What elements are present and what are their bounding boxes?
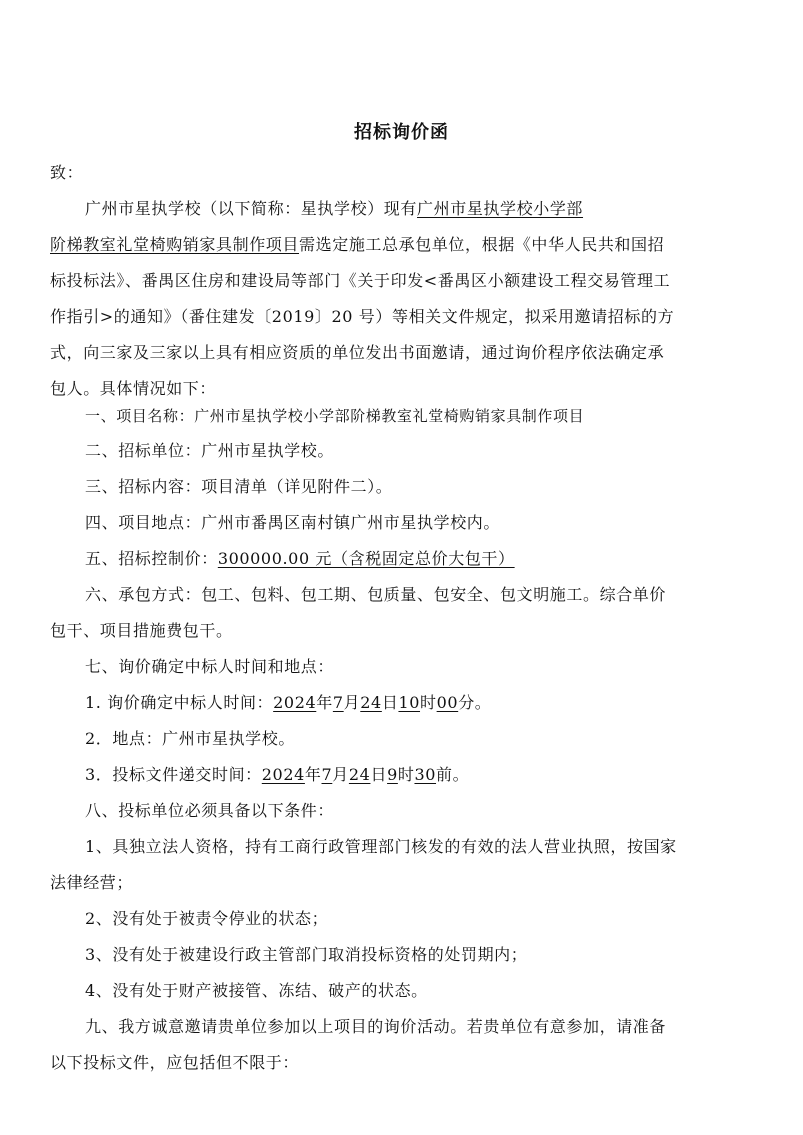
day-value: 24 bbox=[348, 765, 371, 784]
item-project-location: 四、项目地点：广州市番禺区南村镇广州市星执学校内。 bbox=[85, 513, 501, 532]
label: 3．投标文件递交时间： bbox=[85, 765, 262, 784]
hour-value: 9 bbox=[387, 765, 398, 784]
requirement-1-line-1: 1、具独立法人资格，持有工商行政管理部门核发的有效的法人营业执照，按国家 bbox=[85, 837, 677, 856]
intro-line-1 bbox=[85, 196, 583, 219]
unit: 年 bbox=[304, 765, 322, 784]
invitation-line-2: 以下投标文件，应包括但不限于： bbox=[50, 1053, 300, 1072]
unit: 日 bbox=[381, 693, 399, 712]
requirement-2: 2、没有处于被责令停业的状态； bbox=[85, 909, 329, 928]
item-tender-unit: 二、招标单位：广州市星执学校。 bbox=[85, 441, 335, 460]
invitation-line-1: 九、我方诚意邀请贵单位参加以上项目的询价活动。若贵单位有意参加，请准备 bbox=[85, 1017, 667, 1036]
item-tender-content: 三、招标内容：项目清单（详见附件二）。 bbox=[85, 477, 393, 496]
month-value: 7 bbox=[321, 765, 333, 784]
unit: 分。 bbox=[458, 693, 492, 712]
hour-value: 10 bbox=[398, 693, 421, 712]
document-title: 招标询价函 bbox=[354, 122, 449, 143]
label: 1. 询价确定中标人时间： bbox=[85, 693, 274, 712]
day-value: 24 bbox=[360, 693, 382, 712]
project-name-underlined: 阶梯教室礼堂椅购销家具制作项目 bbox=[50, 235, 300, 254]
unit: 月 bbox=[343, 693, 361, 712]
item-submission-time bbox=[85, 762, 469, 785]
minute-value: 00 bbox=[436, 693, 459, 712]
item-time-and-place-heading: 七、询价确定中标人时间和地点： bbox=[85, 657, 335, 676]
item-location: 2．地点：广州市星执学校。 bbox=[85, 729, 295, 748]
unit: 前。 bbox=[436, 765, 470, 784]
project-name-underlined: 广州市星执学校小学部 bbox=[417, 199, 584, 218]
intro-text: 广州市星执学校（以下简称：星执学校）现有 bbox=[85, 199, 418, 218]
label: 五、招标控制价： bbox=[85, 549, 218, 568]
item-control-price bbox=[85, 546, 515, 569]
unit: 年 bbox=[316, 693, 333, 712]
intro-line-3: 标投标法》、番禺区住房和建设局等部门《关于印发<番禺区小额建设工程交易管理工 bbox=[50, 271, 671, 290]
month-value: 7 bbox=[332, 693, 344, 712]
intro-line-5: 式，向三家及三家以上具有相应资质的单位发出书面邀请，通过询价程序依法确定承 bbox=[50, 343, 665, 362]
item-bid-opening-time bbox=[85, 690, 491, 713]
item-contract-mode-line-1: 六、承包方式：包工、包料、包工期、包质量、包安全、包文明施工。综合单价 bbox=[85, 585, 667, 604]
item-contract-mode-line-2: 包干、项目措施费包干。 bbox=[50, 621, 233, 640]
unit: 月 bbox=[332, 765, 349, 784]
item-requirements-heading: 八、投标单位必须具备以下条件： bbox=[85, 801, 335, 820]
unit: 时 bbox=[397, 765, 415, 784]
unit: 日 bbox=[370, 765, 388, 784]
unit: 时 bbox=[420, 693, 437, 712]
intro-line-4: 作指引>的通知》（番住建发〔2019〕20 号）等相关文件规定，拟采用邀请招标的方 bbox=[50, 307, 675, 326]
item-project-name: 一、项目名称：广州市星执学校小学部阶梯教室礼堂椅购销家具制作项目 bbox=[85, 407, 585, 425]
control-price-value: 300000.00 元（含税固定总价大包干） bbox=[217, 549, 515, 568]
intro-line-2 bbox=[50, 232, 664, 255]
year-value: 2024 bbox=[273, 693, 317, 712]
year-value: 2024 bbox=[261, 765, 305, 784]
requirement-1-line-2: 法律经营； bbox=[50, 873, 134, 892]
requirement-3: 3、没有处于被建设行政主管部门取消投标资格的处罚期内； bbox=[85, 945, 528, 964]
salutation: 致： bbox=[50, 163, 84, 182]
minute-value: 30 bbox=[414, 765, 437, 784]
intro-line-6: 包人。具体情况如下： bbox=[50, 379, 217, 398]
intro-text: 需选定施工总承包单位，根据《中华人民共和国招 bbox=[299, 235, 665, 254]
requirement-4: 4、没有处于财产被接管、冻结、破产的状态。 bbox=[85, 981, 428, 1000]
